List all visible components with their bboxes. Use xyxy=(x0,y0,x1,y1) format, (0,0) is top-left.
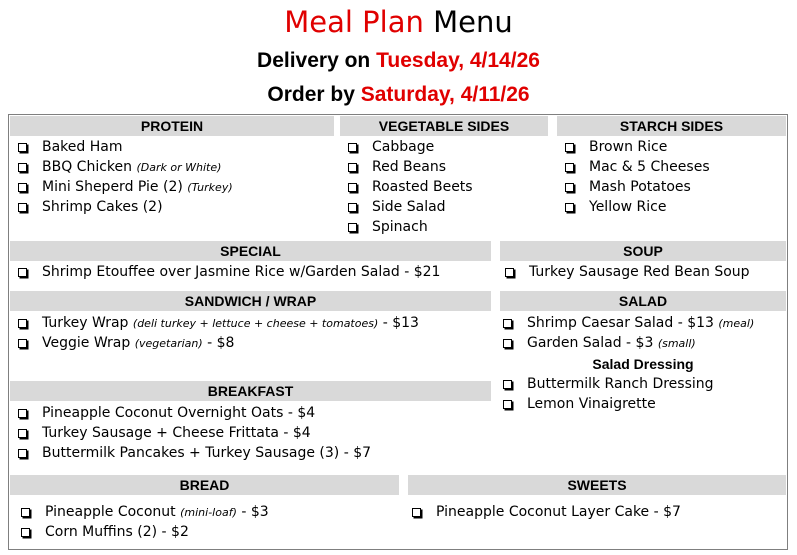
item-name: Turkey Sausage + Cheese Frittata xyxy=(42,425,279,441)
sweets-header: SWEETS xyxy=(408,475,786,495)
item-note: (small) xyxy=(657,337,696,350)
menu-item xyxy=(501,262,750,282)
checkbox[interactable] xyxy=(503,319,512,328)
checkbox[interactable] xyxy=(21,508,30,517)
menu-item xyxy=(499,394,714,414)
checkbox[interactable] xyxy=(412,508,421,517)
item-note: (Turkey) xyxy=(187,181,233,194)
checkbox[interactable] xyxy=(503,380,512,389)
item-name: Pineapple Coconut Layer Cake xyxy=(436,504,650,520)
item-price: - $4 xyxy=(283,405,316,421)
item-name: Shrimp Cakes (2) xyxy=(42,199,163,215)
item-price: - $21 xyxy=(399,264,441,280)
delivery-line xyxy=(0,48,797,74)
menu-item xyxy=(344,137,473,157)
breakfast-list xyxy=(14,403,371,463)
menu-item xyxy=(14,313,419,333)
bread-list xyxy=(17,502,269,542)
menu-item xyxy=(499,374,714,394)
checkbox[interactable] xyxy=(505,268,514,277)
menu-item xyxy=(17,502,269,522)
checkbox[interactable] xyxy=(503,339,512,348)
checkbox[interactable] xyxy=(18,203,27,212)
checkbox[interactable] xyxy=(348,143,357,152)
checkbox[interactable] xyxy=(18,143,27,152)
menu-item xyxy=(17,522,269,542)
breakfast-header: BREAKFAST xyxy=(10,381,491,401)
item-name: Shrimp Etouffee over Jasmine Rice w/Garden Salad xyxy=(42,264,400,280)
order-line xyxy=(0,82,797,108)
sandwich-list xyxy=(14,313,419,353)
order-label: Order by xyxy=(267,83,355,106)
item-name: Red Beans xyxy=(372,159,447,175)
item-price: - $3 xyxy=(236,504,269,520)
menu-item xyxy=(14,177,233,197)
menu-item xyxy=(14,443,371,463)
protein-list xyxy=(14,137,233,217)
item-note: (meal) xyxy=(718,317,755,330)
item-name: BBQ Chicken xyxy=(42,159,133,175)
item-name: Corn Muffins (2) xyxy=(45,524,158,540)
checkbox[interactable] xyxy=(348,183,357,192)
item-price: - $13 xyxy=(378,315,419,331)
menu-item xyxy=(408,502,681,522)
checkbox[interactable] xyxy=(18,163,27,172)
checkbox[interactable] xyxy=(18,429,27,438)
menu-item xyxy=(344,197,473,217)
item-price: - $8 xyxy=(202,335,235,351)
checkbox[interactable] xyxy=(565,143,574,152)
checkbox[interactable] xyxy=(565,183,574,192)
special-header: SPECIAL xyxy=(10,241,491,261)
title-meal-plan: Meal Plan xyxy=(284,5,424,39)
item-name: Side Salad xyxy=(372,199,446,215)
salad-dressing-list xyxy=(499,374,714,414)
item-name: Mac & 5 Cheeses xyxy=(589,159,710,175)
item-note: (mini-loaf) xyxy=(180,506,237,519)
menu-item xyxy=(14,137,233,157)
item-note: (deli turkey + lettuce + cheese + tomatoes) xyxy=(132,317,379,330)
item-price: - $4 xyxy=(278,425,311,441)
item-name: Buttermilk Ranch Dressing xyxy=(527,376,714,392)
checkbox[interactable] xyxy=(18,319,27,328)
checkbox[interactable] xyxy=(565,163,574,172)
item-name: Veggie Wrap xyxy=(42,335,131,351)
item-name: Pineapple Coconut Overnight Oats xyxy=(42,405,284,421)
starch-sides-list xyxy=(561,137,710,217)
checkbox[interactable] xyxy=(18,268,27,277)
menu-item xyxy=(561,177,710,197)
menu-item xyxy=(561,157,710,177)
menu-item xyxy=(499,313,754,333)
item-note: (vegetarian) xyxy=(134,337,203,350)
item-name: Roasted Beets xyxy=(372,179,473,195)
checkbox[interactable] xyxy=(21,528,30,537)
checkbox[interactable] xyxy=(18,183,27,192)
menu-item xyxy=(344,177,473,197)
soup-header: SOUP xyxy=(500,241,786,261)
menu-item xyxy=(561,197,710,217)
menu-item xyxy=(499,333,754,353)
delivery-date: Tuesday, 4/14/26 xyxy=(376,49,540,72)
checkbox[interactable] xyxy=(18,339,27,348)
menu-item xyxy=(14,423,371,443)
bread-header: BREAD xyxy=(10,475,399,495)
item-name: Brown Rice xyxy=(589,139,668,155)
sandwich-header: SANDWICH / WRAP xyxy=(10,291,491,311)
item-name: Mini Sheperd Pie (2) xyxy=(42,179,183,195)
item-name: Cabbage xyxy=(372,139,435,155)
menu-item xyxy=(14,157,233,177)
vegetable-sides-header: VEGETABLE SIDES xyxy=(340,116,548,136)
item-name: Mash Potatoes xyxy=(589,179,691,195)
menu-item xyxy=(14,197,233,217)
item-price: - $2 xyxy=(157,524,189,540)
sweets-list xyxy=(408,502,681,522)
title-menu: Menu xyxy=(433,5,513,39)
item-name: Spinach xyxy=(372,219,428,235)
menu-item xyxy=(344,217,473,237)
checkbox[interactable] xyxy=(18,449,27,458)
delivery-label: Delivery on xyxy=(257,49,371,72)
menu-item xyxy=(344,157,473,177)
item-name: Baked Ham xyxy=(42,139,123,155)
order-date: Saturday, 4/11/26 xyxy=(360,83,530,106)
salad-header: SALAD xyxy=(500,291,786,311)
starch-sides-header: STARCH SIDES xyxy=(557,116,786,136)
checkbox[interactable] xyxy=(348,223,357,232)
menu-item xyxy=(14,333,419,353)
item-price: - $7 xyxy=(339,445,372,461)
salad-list xyxy=(499,313,754,353)
checkbox[interactable] xyxy=(565,203,574,212)
checkbox[interactable] xyxy=(348,163,357,172)
item-name: Garden Salad - $3 xyxy=(527,335,654,351)
item-name: Yellow Rice xyxy=(589,199,667,215)
checkbox[interactable] xyxy=(503,400,512,409)
item-name: Lemon Vinaigrette xyxy=(527,396,656,412)
vegetable-sides-list xyxy=(344,137,473,237)
page-title xyxy=(0,4,797,40)
soup-list xyxy=(501,262,750,282)
protein-header: PROTEIN xyxy=(10,116,334,136)
special-list xyxy=(14,262,440,282)
item-name: Turkey Sausage Red Bean Soup xyxy=(529,264,750,280)
salad-dressing-heading: Salad Dressing xyxy=(592,356,694,372)
item-name: Buttermilk Pancakes + Turkey Sausage (3) xyxy=(42,445,340,461)
menu-item xyxy=(561,137,710,157)
item-price: - $7 xyxy=(649,504,681,520)
checkbox[interactable] xyxy=(348,203,357,212)
menu-item xyxy=(14,403,371,423)
menu-item xyxy=(14,262,440,282)
checkbox[interactable] xyxy=(18,409,27,418)
item-name: Pineapple Coconut xyxy=(45,504,176,520)
item-name: Turkey Wrap xyxy=(42,315,129,331)
item-note: (Dark or White) xyxy=(136,161,222,174)
item-name: Shrimp Caesar Salad - $13 xyxy=(527,315,714,331)
